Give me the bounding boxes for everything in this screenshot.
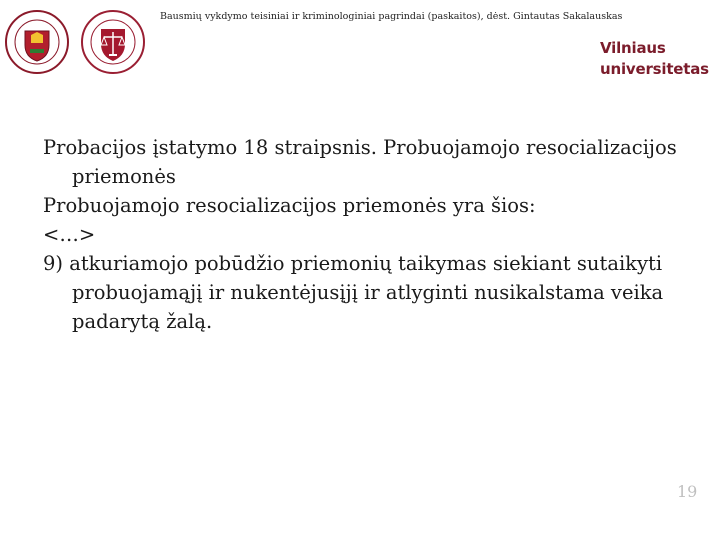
vilnius-university-wordmark <box>600 38 709 80</box>
wordmark-line-1: Vilniaus <box>600 39 666 57</box>
list-item-9: 9) atkuriamojo pobūdžio priemonių taikymas siekiant sutaikyti probuojamąjį ir nukentėjusįjį ir atlyginti nusikalstama veika padarytą žalą. <box>43 252 664 333</box>
slide-body <box>43 133 693 336</box>
law-faculty-seal-icon <box>80 5 146 79</box>
vilnius-university-seal-icon <box>4 5 70 79</box>
article-title: Probacijos įstatymo 18 straipsnis. Probuojamojo resocializacijos priemonės <box>43 136 677 188</box>
omission-marker: <…> <box>43 223 96 246</box>
wordmark-line-2: universitetas <box>600 60 709 78</box>
course-header-text: Bausmių vykdymo teisiniai ir kriminologiniai pagrindai (paskaitos), dėst. Gintautas Sakalauskas <box>160 11 623 22</box>
page-number: 19 <box>677 482 698 501</box>
intro-text: Probuojamojo resocializacijos priemonės yra šios: <box>43 194 536 217</box>
